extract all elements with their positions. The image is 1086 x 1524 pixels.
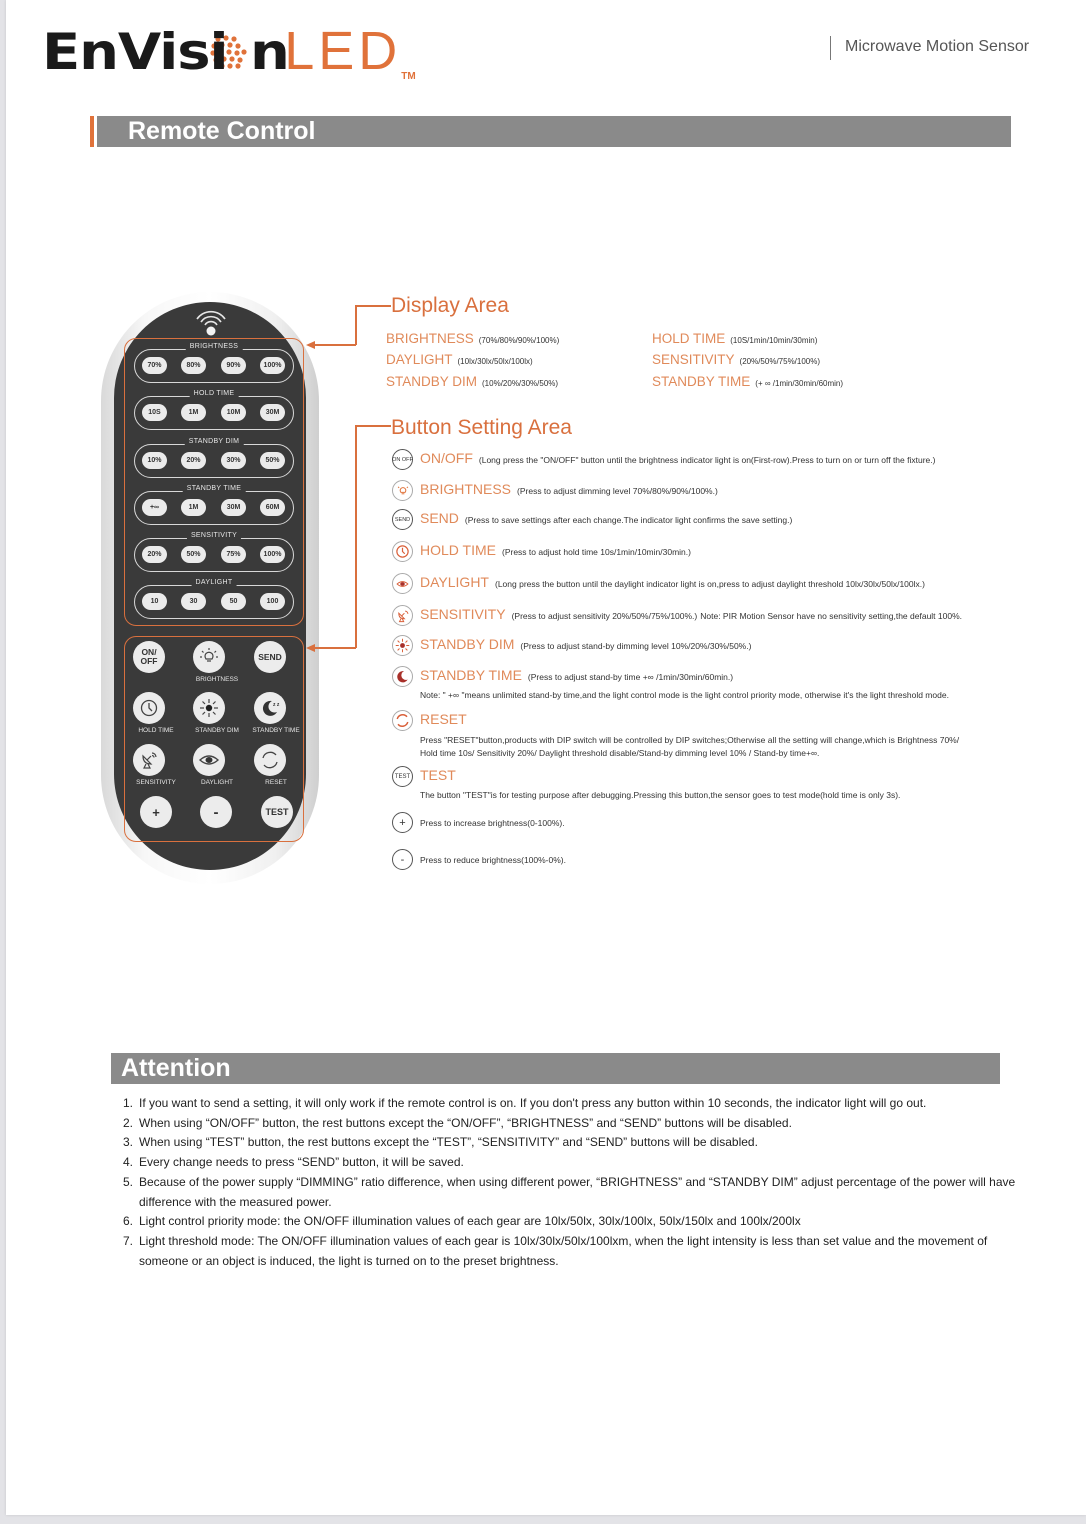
setting-title: STANDBY DIM <box>420 636 515 652</box>
callout-line <box>355 305 357 345</box>
onoff-icon: ON OFF <box>392 449 413 470</box>
remote-reset-button[interactable] <box>254 744 286 776</box>
reset-icon <box>260 750 280 770</box>
setting-description: Press to increase brightness(0-100%). <box>420 818 565 828</box>
clock-icon <box>139 698 159 718</box>
section-title-attention: Attention <box>111 1053 1000 1084</box>
attention-item: 7. Light threshold mode: The ON/OFF illumination values of each gear is 10lx/30lx/50lx/100lxm, when the light intensity is less than set value and the movement of someone or an object is induced, the light is turned on to the preset brightness. <box>123 1233 988 1268</box>
remote-hold-time-button[interactable] <box>133 692 165 724</box>
remote-group-label: STANDBY TIME <box>183 485 246 492</box>
remote-indicator-button[interactable]: 10 <box>142 593 167 610</box>
remote-indicator-button[interactable]: 100 <box>260 593 285 610</box>
callout-arrow-icon <box>306 340 316 350</box>
sun-icon <box>199 698 219 718</box>
logo-trademark: TM <box>401 71 416 82</box>
satellite-dish-icon <box>139 750 159 770</box>
callout-line <box>355 425 391 427</box>
remote-reset-label: RESET <box>265 779 287 786</box>
remote-indicator-button[interactable]: 60M <box>260 499 285 516</box>
setting-description: Press to reduce brightness(100%-0%). <box>420 855 566 865</box>
remote-standby-time-button[interactable] <box>254 692 286 724</box>
remote-brightness-button[interactable] <box>193 641 225 673</box>
sun-icon <box>392 635 413 656</box>
remote-sensitivity-button[interactable] <box>133 744 165 776</box>
display-item-brightness: BRIGHTNESS (70%/80%/90%/100%) <box>386 331 560 346</box>
display-area-heading: Display Area <box>391 294 509 317</box>
callout-line <box>355 305 391 307</box>
remote-indicator-button[interactable]: 90% <box>221 357 246 374</box>
section-title-remote-control: Remote Control <box>97 116 1011 147</box>
remote-group-label: DAYLIGHT <box>192 579 237 586</box>
document-page <box>6 0 1086 1515</box>
remote-group-label: HOLD TIME <box>190 390 239 397</box>
remote-indicator-button[interactable]: 20% <box>181 452 206 469</box>
display-item-daylight: DAYLIGHT (10lx/30lx/50lx/100lx) <box>386 352 533 367</box>
svg-text:z z: z z <box>273 702 280 708</box>
moon-icon <box>392 666 413 687</box>
callout-line <box>312 647 356 649</box>
display-item-standby-dim: STANDBY DIM (10%/20%/30%/50%) <box>386 374 559 389</box>
remote-standby-dim-button[interactable] <box>193 692 225 724</box>
attention-item: 4. Every change needs to press “SEND” button, it will be saved. <box>123 1155 464 1170</box>
remote-group-standby-time <box>134 485 294 525</box>
remote-test-button[interactable]: TEST <box>261 796 293 828</box>
setting-title: SEND <box>420 510 459 526</box>
display-item-sensitivity: SENSITIVITY (20%/50%/75%/100%) <box>652 352 821 367</box>
remote-indicator-button[interactable]: 10S <box>142 404 167 421</box>
remote-indicator-button[interactable]: 50% <box>181 546 206 563</box>
setting-title: ON/OFF <box>420 450 473 466</box>
remote-indicator-button[interactable]: 1M <box>181 404 206 421</box>
section-accent-bar <box>90 116 94 147</box>
remote-brightness-label: BRIGHTNESS <box>195 676 239 683</box>
remote-group-label: STANDBY DIM <box>185 438 244 445</box>
remote-group-standby-dim <box>134 438 294 478</box>
remote-indicator-button[interactable]: 70% <box>142 357 167 374</box>
attention-list <box>123 1094 1033 1271</box>
remote-daylight-button[interactable] <box>193 744 225 776</box>
display-item-standby-time: STANDBY TIME (+ ∞ /1min/30min/60min) <box>652 374 844 389</box>
bulb-icon <box>199 647 219 667</box>
eye-icon <box>198 750 220 770</box>
remote-indicator-button[interactable]: 50% <box>260 452 285 469</box>
remote-indicator-button[interactable]: 100% <box>260 357 285 374</box>
remote-indicator-button[interactable]: 80% <box>181 357 206 374</box>
display-item-hold-time: HOLD TIME (10S/1min/10min/30min) <box>652 331 818 346</box>
callout-arrow-icon <box>306 643 316 653</box>
remote-group-daylight <box>134 579 294 619</box>
remote-indicator-button[interactable]: 10M <box>221 404 246 421</box>
document-subtitle: Microwave Motion Sensor <box>845 38 1030 55</box>
remote-indicator-button[interactable]: 75% <box>221 546 246 563</box>
setting-extra-note: Note: PIR Motion Sensor have no sensitivity setting,the default 100%. <box>700 611 963 621</box>
attention-item: 1. If you want to send a setting, it will only work if the remote control is on. If you don't press any button within 10 seconds, the indicator light will go out. <box>123 1096 927 1110</box>
remote-group-label: BRIGHTNESS <box>186 343 243 350</box>
setting-description: (Long press the "ON/OFF" button until the brightness indicator light is on(First-row).Press to turn on or turn off the fixture.) <box>478 455 936 465</box>
attention-item: 5. Because of the power supply “DIMMING” ratio difference, when using different power, “BRIGHTNESS” and “STANDBY DIM” adjust percentage of the power will have difference with the measured power. <box>123 1174 1016 1209</box>
remote-plus-button[interactable]: + <box>140 796 172 828</box>
remote-standby-time-label: STANDBY TIME <box>252 727 300 734</box>
bulb-icon <box>392 480 413 501</box>
setting-description: (Press to adjust hold time 10s/1min/10min/30min.) <box>501 547 691 557</box>
remote-indicator-button[interactable]: 30M <box>221 499 246 516</box>
setting-title: DAYLIGHT <box>420 574 489 590</box>
remote-indicator-button[interactable]: 30 <box>181 593 206 610</box>
remote-indicator-button[interactable]: 100% <box>260 546 285 563</box>
callout-line <box>355 425 357 648</box>
logo-text-dark: EnVisi <box>42 23 228 81</box>
setting-note: The button "TEST"is for testing purpose after debugging.Pressing this button,the sensor goes to test mode(hold time is only 3s). <box>420 790 901 800</box>
remote-group-label: SENSITIVITY <box>187 532 241 539</box>
attention-item: 3. When using “TEST” button, the rest buttons except the “TEST”, “SENSITIVITY” and “SEND” buttons will be disabled. <box>123 1135 758 1150</box>
wireless-signal-icon <box>194 306 228 336</box>
envision-led-logo <box>42 20 416 80</box>
remote-indicator-button[interactable]: 30% <box>221 452 246 469</box>
header-divider <box>830 36 831 60</box>
remote-onoff-button[interactable]: ON/ OFF <box>133 641 165 673</box>
remote-standby-dim-label: STANDBY DIM <box>195 727 239 734</box>
remote-sensitivity-label: SENSITIVITY <box>136 779 176 786</box>
setting-description: (Press to adjust stand-by dimming level 10%/20%/30%/50%.) <box>520 641 752 651</box>
setting-note: Note: " +∞ "means unlimited stand-by time,and the light control mode is the light control priority mode, otherwise it's the light threshold mode. <box>420 690 949 700</box>
remote-hold-time-label: HOLD TIME <box>138 727 174 734</box>
setting-description: (Press to adjust dimming level 70%/80%/90%/100%.) <box>517 486 718 496</box>
remote-indicator-button[interactable]: 10% <box>142 452 167 469</box>
remote-group-sensitivity <box>134 532 294 572</box>
setting-description: (Press to save settings after each change.The indicator light confirms the save setting.) <box>464 515 793 525</box>
logo-text-dark-n: n <box>249 23 289 81</box>
eye-icon <box>392 573 413 594</box>
remote-indicator-button[interactable]: 20% <box>142 546 167 563</box>
logo-text-led: LED <box>284 21 402 81</box>
attention-item: 2. When using “ON/OFF” button, the rest buttons except the “ON/OFF”, “BRIGHTNESS” and “SEND” buttons will be disabled. <box>123 1115 792 1130</box>
attention-item: 6. Light control priority mode: the ON/OFF illumination values of each gear are 10lx/50lx, 30lx/100lx, 50lx/150lx and 100lx/200lx <box>123 1214 801 1229</box>
remote-send-button[interactable]: SEND <box>254 641 286 673</box>
setting-title: SENSITIVITY <box>420 606 506 622</box>
remote-indicator-button[interactable]: +∞ <box>142 499 167 516</box>
remote-indicator-button[interactable]: 30M <box>260 404 285 421</box>
send-icon: SEND <box>392 509 413 530</box>
remote-group-hold-time <box>134 390 294 430</box>
remote-group-brightness <box>134 343 294 383</box>
moon-icon <box>260 698 280 718</box>
setting-title: HOLD TIME <box>420 542 496 558</box>
remote-indicator-button[interactable]: 50 <box>221 593 246 610</box>
setting-description: (Long press the button until the daylight indicator light is on,press to adjust daylight threshold 10lx/30lx/50lx/100lx.) <box>494 579 925 589</box>
remote-minus-button[interactable]: - <box>200 796 232 828</box>
setting-note: Press "RESET"button,products with DIP switch will be controlled by DIP switches;Otherwise all the setting will change,which is Brightness 70%/ <box>420 735 960 745</box>
setting-description: (Press to adjust stand-by time +∞ /1min/30min/60min.) <box>527 672 734 682</box>
remote-indicator-button[interactable]: 1M <box>181 499 206 516</box>
reset-icon <box>392 710 413 731</box>
setting-title: STANDBY TIME <box>420 667 522 683</box>
button-setting-area-heading: Button Setting Area <box>391 416 572 439</box>
setting-title: TEST <box>420 767 456 783</box>
minus-icon: - <box>392 849 413 870</box>
callout-line <box>312 344 356 346</box>
setting-description: (Press to adjust sensitivity 20%/50%/75%/100%.) <box>511 611 698 621</box>
remote-daylight-label: DAYLIGHT <box>200 779 234 786</box>
clock-icon <box>392 541 413 562</box>
setting-title: RESET <box>420 711 467 727</box>
satellite-dish-icon <box>392 605 413 626</box>
setting-title: BRIGHTNESS <box>420 481 512 497</box>
plus-icon: + <box>392 812 413 833</box>
setting-note-continued: Hold time 10s/ Sensitivity 20%/ Daylight threshold disable/Stand-by dimming level 10% / Stand-by time+∞. <box>420 748 820 758</box>
test-icon: TEST <box>392 766 413 787</box>
